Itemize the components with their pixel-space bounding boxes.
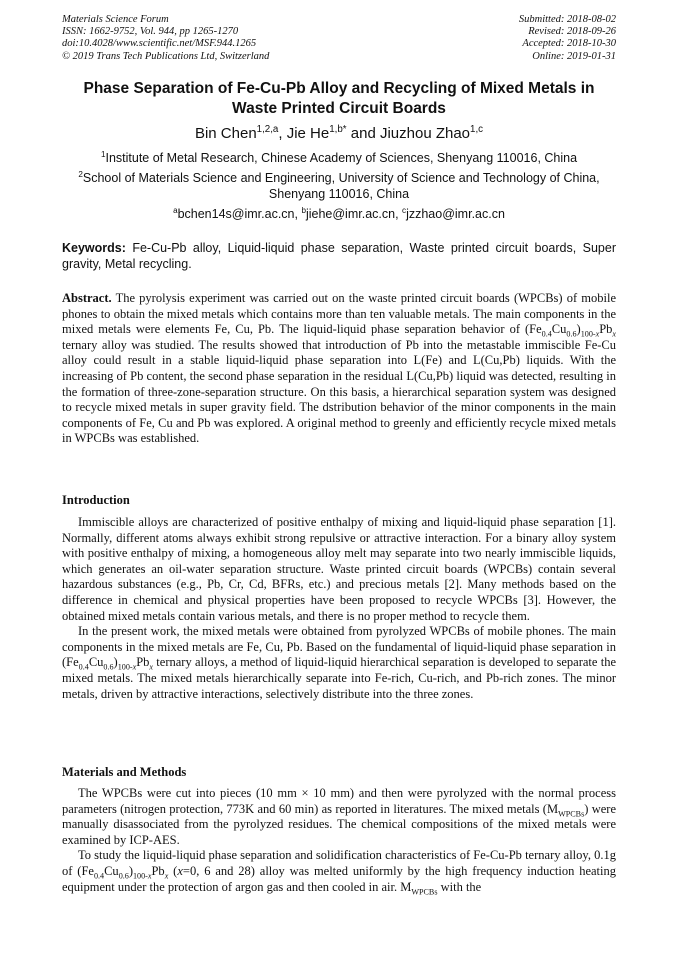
subscript-var: x [595,329,600,339]
paragraph [62,786,616,848]
paragraph-text: =0, 6 and 28) alloy was melted uniformly by the high frequency induction heating equipment under the protection of argon gas and then cooled in air. M [62,863,616,894]
email-mark: c [402,205,407,215]
subscript-part: 100- [133,871,148,881]
subscript-var: x [149,662,154,672]
email-mark: b [301,205,306,215]
subscript-part: 100- [580,329,596,339]
revised-date: Revised: 2018-09-26 [528,26,616,38]
abstract-text: Cu [551,322,567,337]
paragraph-text: ) [113,655,118,670]
author-affiliation-mark: 1,b* [329,124,347,135]
paragraph [62,848,616,895]
affiliation-2 [62,170,616,202]
subscript-var: x [164,871,169,881]
abstract-text: ternary alloy was studied. The results showed that introduction of Pb into the metastable immiscible Fe-Cu alloy could result in a stable liquid-liquid phase separation into L(Fe) and L(Cu,Pb) liquids. With the increasing of Pb content, the second phase separation in the residual L(Cu,Pb) liquid was detected, resulting in the formation of three-zone-separation structure. On this basis, a hierarchical separation system was designed to recycle mixed metals in super gravity field. The dstribution behavior of the minor components in the main components of Fe, Cu and Pb was explored. A original method to greenly and efficiently recycle mixed metals in WPCBs was established. [62,337,616,446]
paragraph-text: To study the liquid-liquid phase separation and solidification characteristics of Fe-Cu-Pb ternary alloy, 0.1g of (Fe [62,848,616,878]
affiliation-text: School of Materials Science and Engineering, University of Science and Technology of China, Shenyang 110016, China [82,171,600,201]
paragraph-text: In the present work, the mixed metals were obtained from pyrolyzed WPCBs of mobile phones. The main components in the mixed metals are Fe, Cu, Pb. Based on the fundamental of liquid-liquid phase separation in (Fe [62,624,616,670]
paragraph-text: ) [128,863,133,878]
email-link[interactable]: jiehe@imr.ac.cn, [305,207,403,221]
paragraph [62,624,616,702]
subscript-var: x [132,662,137,672]
author-list [62,125,616,143]
accepted-date: Accepted: 2018-10-30 [522,38,616,50]
affiliation-text: Institute of Metal Research, Chinese Academy of Sciences, Shenyang 110016, China [105,151,578,165]
affiliation-1 [62,150,616,166]
subscript-part: 100- [117,662,133,672]
affiliation-mark: 1 [100,149,106,159]
subscript: 0.6 [118,871,129,881]
abstract-label: Abstract. [62,291,112,305]
doi-line: doi:10.4028/www.scientific.net/MSF.944.1265 [62,38,257,50]
introduction-section [62,515,616,702]
paragraph-text: Cu [104,863,119,878]
paper-title: Phase Separation of Fe-Cu-Pb Alloy and Recycling of Mixed Metals in Waste Printed Circuit Boards [83,80,595,117]
keywords-text: Fe-Cu-Pb alloy, Liquid-liquid phase separation, Waste printed circuit boards, Super gravity, Metal recycling. [62,241,616,271]
author-separator: and [346,125,380,142]
paragraph-text: ternary alloys, a method of liquid-liquid hierarchical separation is developed to separate the mixed metals. The mixed metals hierarchically separate into Fe-rich, Cu-rich, and Pb-rich zones. The minor metals, driven by attractive interactions, selectively distribute into the three zones. [62,655,616,701]
subscript: 0.4 [541,329,552,339]
journal-info [62,14,269,63]
keywords-label: Keywords: [62,241,126,255]
submitted-date: Submitted: 2018-08-02 [518,14,616,25]
author-affiliation-mark: 1,2,a [256,124,279,135]
author-emails [62,206,616,222]
subscript: WPCBs [558,809,585,819]
subscript: 0.6 [103,662,114,672]
paragraph-text: Cu [88,655,104,670]
author-name: Bin Chen [194,125,257,142]
email-link[interactable]: jzzhao@imr.ac.cn [406,207,505,221]
keywords [62,240,616,272]
paragraph-text: with the [437,879,482,894]
subscript: WPCBs [411,887,438,897]
paragraph-text: Pb [151,863,165,878]
author-affiliation-mark: 1,c [470,124,484,135]
email-mark: a [173,205,178,215]
paragraph-text: Pb [136,655,150,670]
subscript: 0.4 [93,871,105,881]
subscript: 0.4 [78,662,89,672]
paragraph-text: ) were manually disassociated from the pyrolyzed residues. The chemical compositions of the mixed metals were examined by ICP-AES. [62,801,617,847]
paragraph-text: ( [168,863,178,878]
copyright-line: © 2019 Trans Tech Publications Ltd, Switzerland [62,50,270,62]
subscript: 0.6 [566,329,577,339]
section-heading-introduction: Introduction [62,493,130,507]
email-link[interactable]: bchen14s@imr.ac.cn, [177,207,302,221]
abstract-text: Pb [599,322,613,337]
abstract [62,291,616,447]
materials-methods-section [62,786,616,895]
issn-line: ISSN: 1662-9752, Vol. 944, pp 1265-1270 [62,26,239,38]
paragraph-text: The WPCBs were cut into pieces (10 mm × 10 mm) and then were pyrolyzed with the normal process parameters (nitrogen protection, 773K and 60 min) as reported in literatures. The mixed metals (M [62,786,616,816]
abstract-text: ) [576,322,581,337]
dates-info [519,14,616,63]
author-separator: , [278,125,287,142]
journal-header [62,14,616,64]
online-date: Online: 2019-01-31 [532,50,616,62]
section-heading-materials-methods: Materials and Methods [62,765,187,779]
abstract-text: The pyrolysis experiment was carried out on the waste printed circuit boards (WPCBs) of mobile phones to obtain the mixed metals which contains more than ten valuable metals. The main components in the mixed metals were elements Fe, Cu, Pb. The liquid-liquid phase separation behavior of (Fe [62,291,616,337]
author-name: Jie He [286,125,330,142]
subscript-var: x [147,871,152,881]
paragraph: Immiscible alloys are characterized of positive enthalpy of mixing and liquid-liquid phase separation [1]. Normally, different atoms always exhibit strong repulsive or attractive interaction. For a binary alloy system with positive enthalpy of mixing, a homogeneous alloy melt may separate into two nearly immiscible liquids, which generates an oil-water separation structure. Waste printed circuit boards (WPCBs) contain several hazardous substances (e.g., Pb, Cr, Cd, BFRs, etc.) and precious metals [2]. Many methods based on the difference in chemical and physical properties have been proposed to recycle WPCBs [3]. However, the obtained mixed metals contain various metals, and there is no proper method to recycle them. [62,515,616,623]
subscript-var: x [612,329,616,339]
variable: x [177,863,183,878]
author-name: Jiuzhou Zhao [379,125,471,142]
journal-name: Materials Science Forum [62,14,169,25]
affiliation-mark: 2 [78,169,83,179]
